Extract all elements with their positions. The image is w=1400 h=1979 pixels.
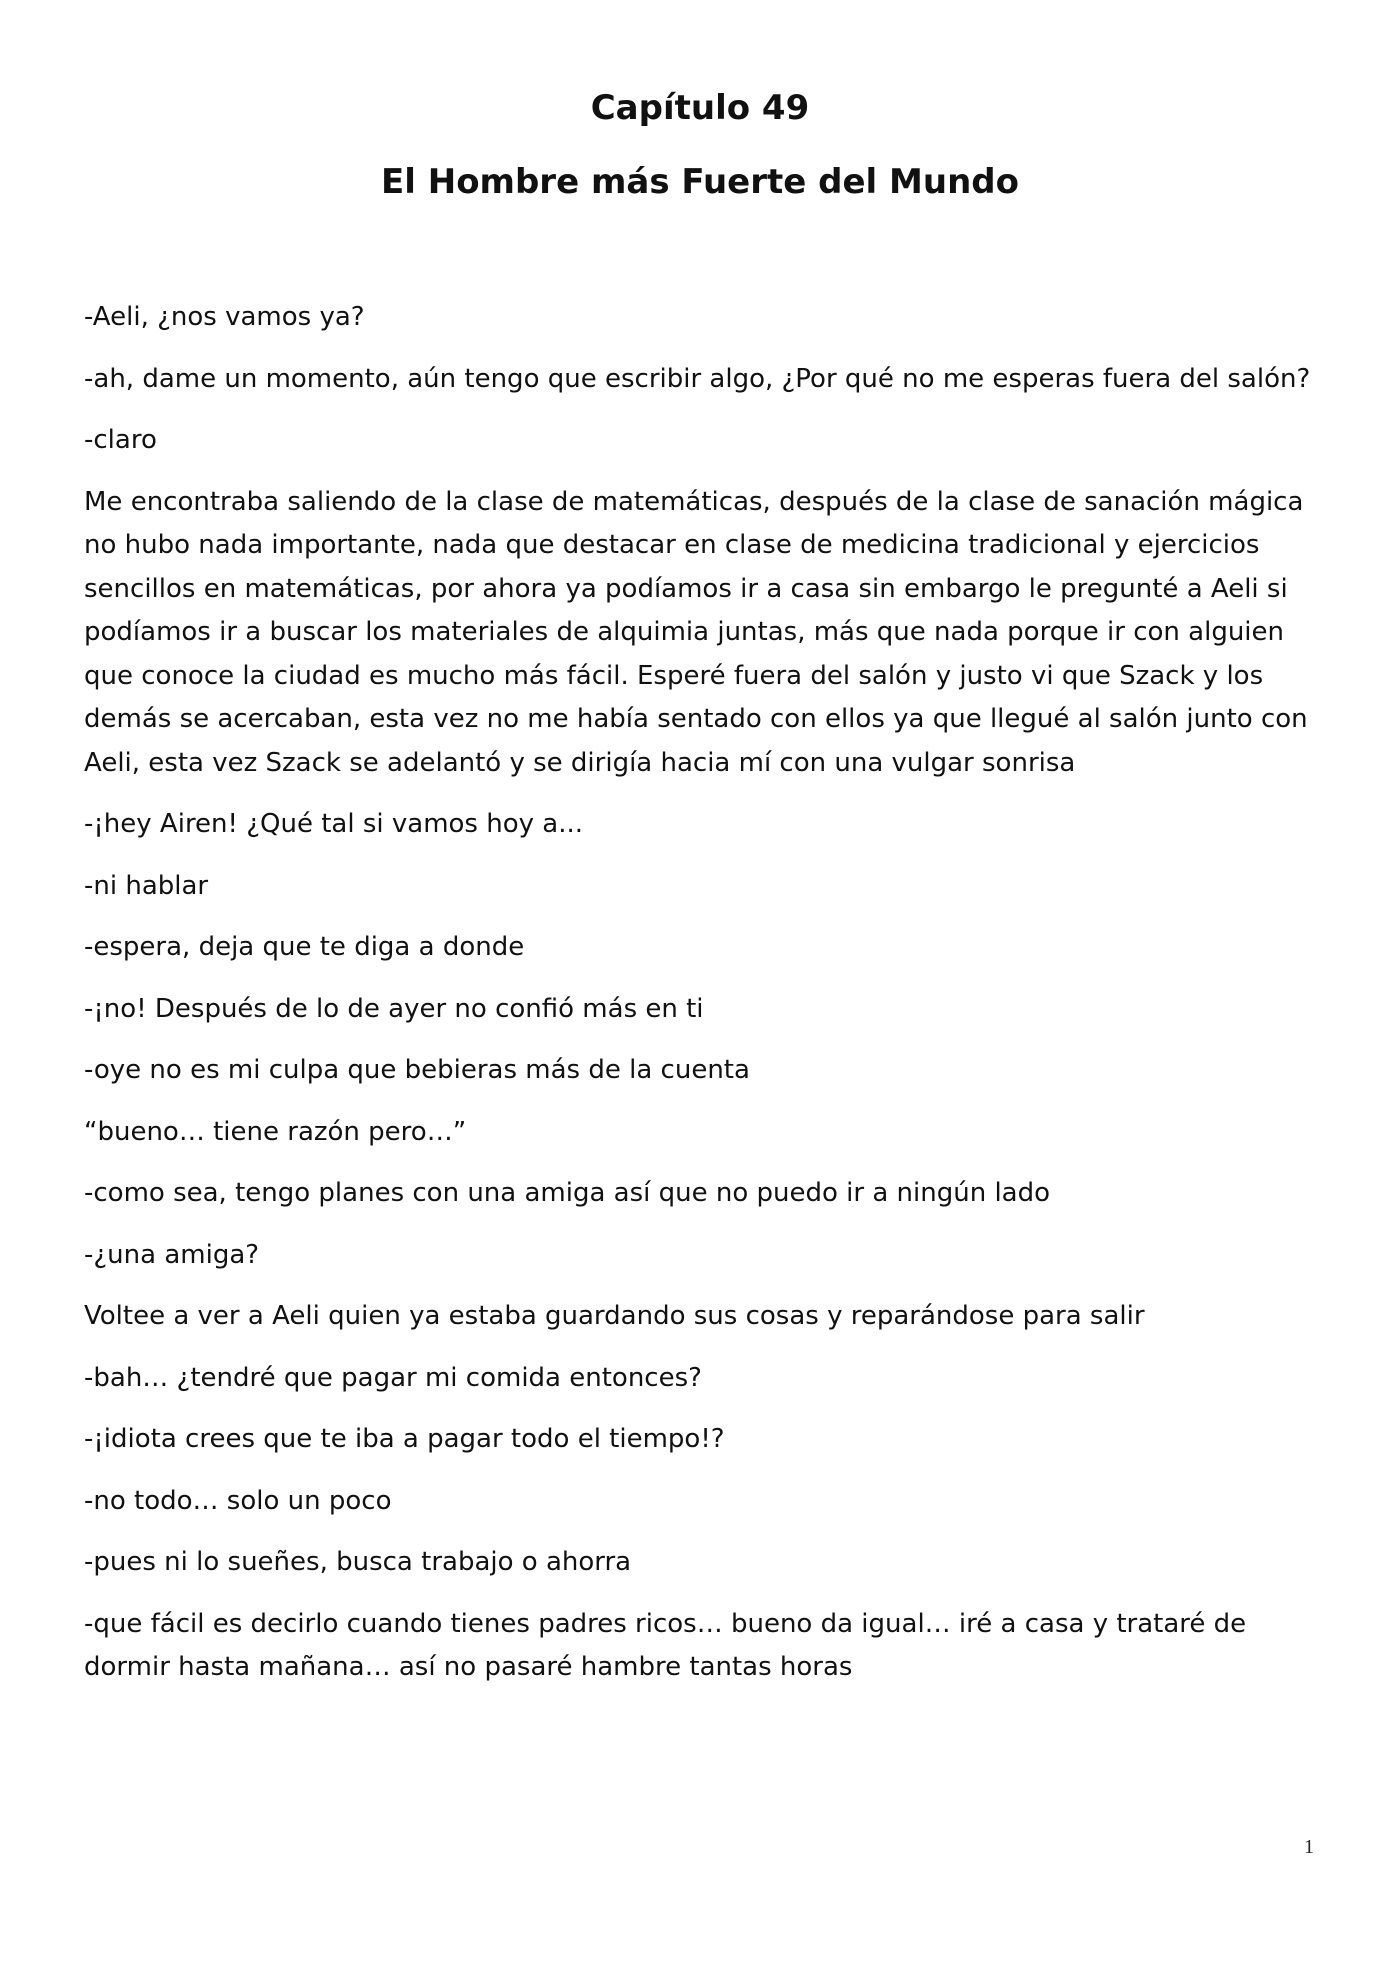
paragraph: -pues ni lo sueñes, busca trabajo o ahorra: [84, 1547, 632, 1577]
paragraph: -oye no es mi culpa que bebieras más de la cuenta: [84, 1055, 750, 1085]
paragraph: -¡hey Airen! ¿Qué tal si vamos hoy a...: [84, 809, 584, 839]
paragraph: -¿una amiga?: [84, 1239, 260, 1270]
chapter-heading: [0, 88, 1400, 202]
paragraph: Voltee a ver a Aeli quien ya estaba guardando sus cosas y reparándose para salir: [84, 1301, 1145, 1331]
paragraph: -¡idiota crees que te iba a pagar todo el tiempo!?: [84, 1424, 725, 1454]
paragraph: -no todo… solo un poco: [84, 1485, 392, 1516]
paragraph: -ah, dame un momento, aún tengo que escribir algo, ¿Por qué no me esperas fuera del salón?: [84, 363, 1311, 394]
paragraph: -¡no! Después de lo de ayer no confió más en ti: [84, 993, 704, 1024]
paragraph: Me encontraba saliendo de la clase de matemáticas, después de la clase de sanación mágica no hubo nada importante, nada que destacar en clase de medicina tradicional y ejercicios sencillos en matemáticas, por ahora ya podíamos ir a casa sin embargo le pregunté a Aeli si podíamos ir a buscar los materiales de alquimia juntas, más que nada porque ir con alguien que conoce la ciudad es mucho más fácil. Esperé fuera del salón y justo vi que Szack y los demás se acercaban, esta vez no me había sentado con ellos ya que llegué al salón junto con Aeli, esta vez Szack se adelantó y se dirigía hacia mí con una vulgar sonrisa: [84, 486, 1308, 778]
paragraph: -que fácil es decirlo cuando tienes padres ricos… bueno da igual… iré a casa y trataré de dormir hasta mañana… así no pasaré hambre tantas horas: [84, 1608, 1247, 1682]
paragraph: -ni hablar: [84, 870, 209, 901]
paragraph: -Aeli, ¿nos vamos ya?: [84, 302, 365, 332]
paragraph: -espera, deja que te diga a donde: [84, 932, 525, 962]
paragraph: -bah… ¿tendré que pagar mi comida entonces?: [84, 1362, 702, 1393]
paragraph: “bueno… tiene razón pero…”: [84, 1116, 467, 1147]
page-number: 1: [1304, 1836, 1314, 1858]
chapter-number: Capítulo 49: [590, 88, 810, 128]
paragraph: -claro: [84, 425, 157, 455]
paragraph: -como sea, tengo planes con una amiga así que no puedo ir a ningún lado: [84, 1178, 1051, 1208]
chapter-body: [84, 296, 1320, 1708]
chapter-title: El Hombre más Fuerte del Mundo: [381, 162, 1019, 202]
